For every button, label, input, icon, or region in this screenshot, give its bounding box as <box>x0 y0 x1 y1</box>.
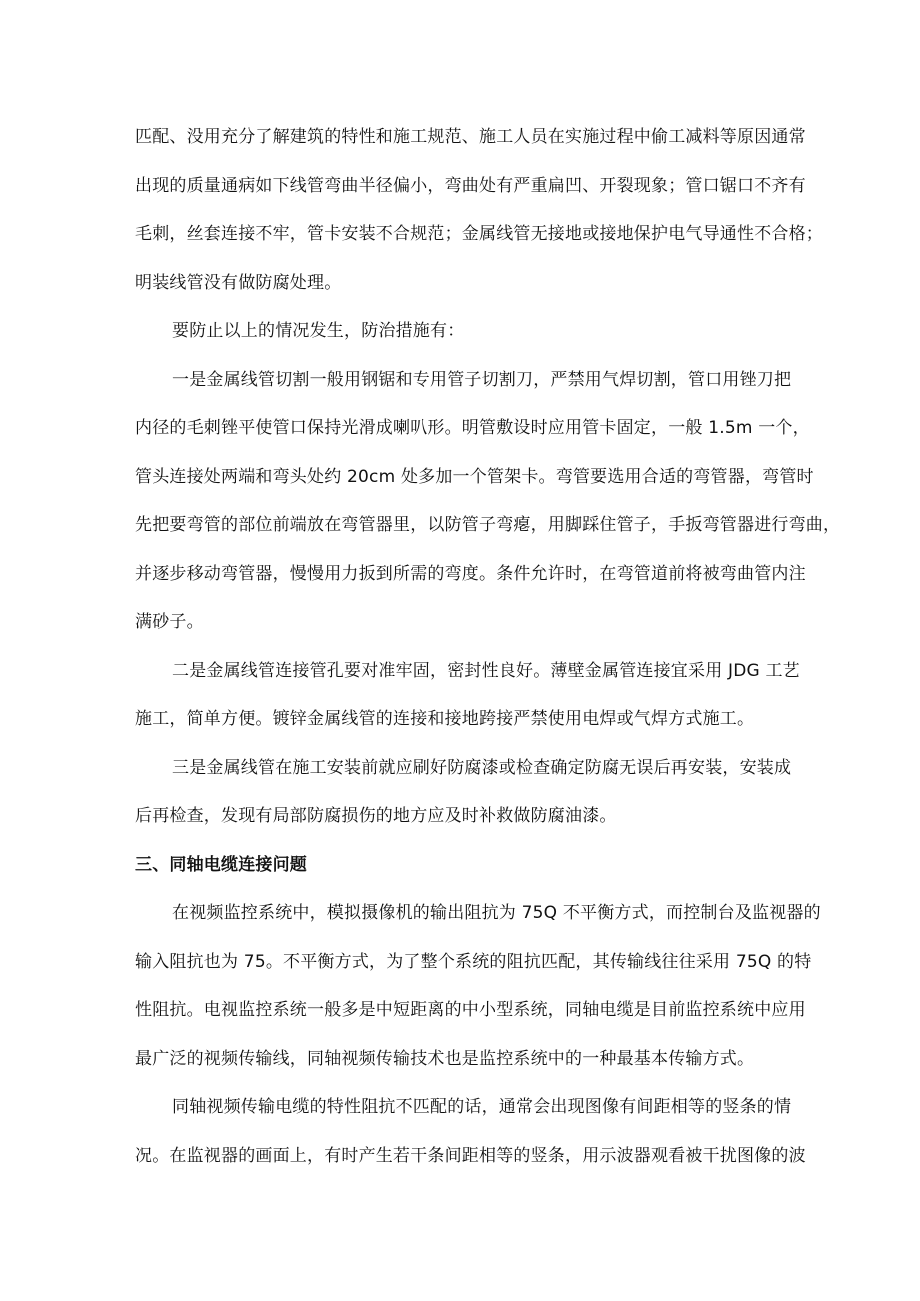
text-line: 同轴视频传输电缆的特性阻抗不匹配的话，通常会出现图像有间距相等的竖条的情 <box>172 1097 792 1117</box>
text-line: 管头连接处两端和弯头处约 20cm 处多加一个管架卡。弯管要选用合适的弯管器，弯管时 <box>135 466 814 487</box>
text-line: 后再检查，发现有局部防腐损伤的地方应及时补救做防腐油漆。 <box>135 806 617 826</box>
text-line: 最广泛的视频传输线，同轴视频传输技术也是监控系统中的一种最基本传输方式。 <box>135 1048 755 1069</box>
text-line: 三是金属线管在施工安装前就应刷好防腐漆或检查确定防腐无误后再安装，安装成 <box>172 757 792 778</box>
text-line: 况。在监视器的画面上，有时产生若干条间距相等的竖条，用示波器观看被干扰图像的波 <box>135 1145 806 1166</box>
text-line: 毛刺，丝套连接不牢，管卡安装不合规范；金属线管无接地或接地保护电气导通性不合格； <box>135 224 823 244</box>
document-body <box>135 120 841 1187</box>
text-line: 性阻抗。电视监控系统一般多是中短距离的中小型系统，同轴电缆是目前监控系统中应用 <box>135 1000 806 1020</box>
text-line: 满砂子。 <box>135 612 204 632</box>
section-heading: 三、同轴电缆连接问题 <box>135 854 307 875</box>
text-line: 出现的质量通病如下线管弯曲半径偏小，弯曲处有严重扁凹、开裂现象；管口锯口不齐有 <box>135 175 806 196</box>
text-line: 明装线管没有做防腐处理。 <box>135 272 342 293</box>
text-line: 内径的毛刺锉平使管口保持光滑成喇叭形。明管敷设时应用管卡固定，一般 1.5m 一个， <box>135 418 810 438</box>
text-line: 在视频监控系统中，模拟摄像机的输出阻抗为 75Q 不平衡方式，而控制台及监视器的 <box>172 903 821 923</box>
text-line: 先把要弯管的部位前端放在弯管器里，以防管子弯瘪，用脚踩住管子，手扳弯管器进行弯曲， <box>135 515 841 535</box>
text-line: 一是金属线管切割一般用钢锯和专用管子切割刀，严禁用气焊切割，管口用锉刀把 <box>172 369 792 390</box>
text-line: 并逐步移动弯管器，慢慢用力扳到所需的弯度。条件允许时，在弯管道前将被弯曲管内注 <box>135 563 806 584</box>
text-line: 二是金属线管连接管孔要对准牢固，密封性良好。薄壁金属管连接宜采用 JDG 工艺 <box>172 660 800 681</box>
text-line: 施工，简单方便。镀锌金属线管的连接和接地跨接严禁使用电焊或气焊方式施工。 <box>135 709 755 729</box>
text-line: 输入阻抗也为 75。不平衡方式，为了整个系统的阻抗匹配，其传输线往往采用 75Q 的特 <box>135 951 812 972</box>
text-line: 匹配、没用充分了解建筑的特性和施工规范、施工人员在实施过程中偷工减料等原因通常 <box>135 127 806 147</box>
text-line: 要防止以上的情况发生，防治措施有： <box>172 321 465 341</box>
